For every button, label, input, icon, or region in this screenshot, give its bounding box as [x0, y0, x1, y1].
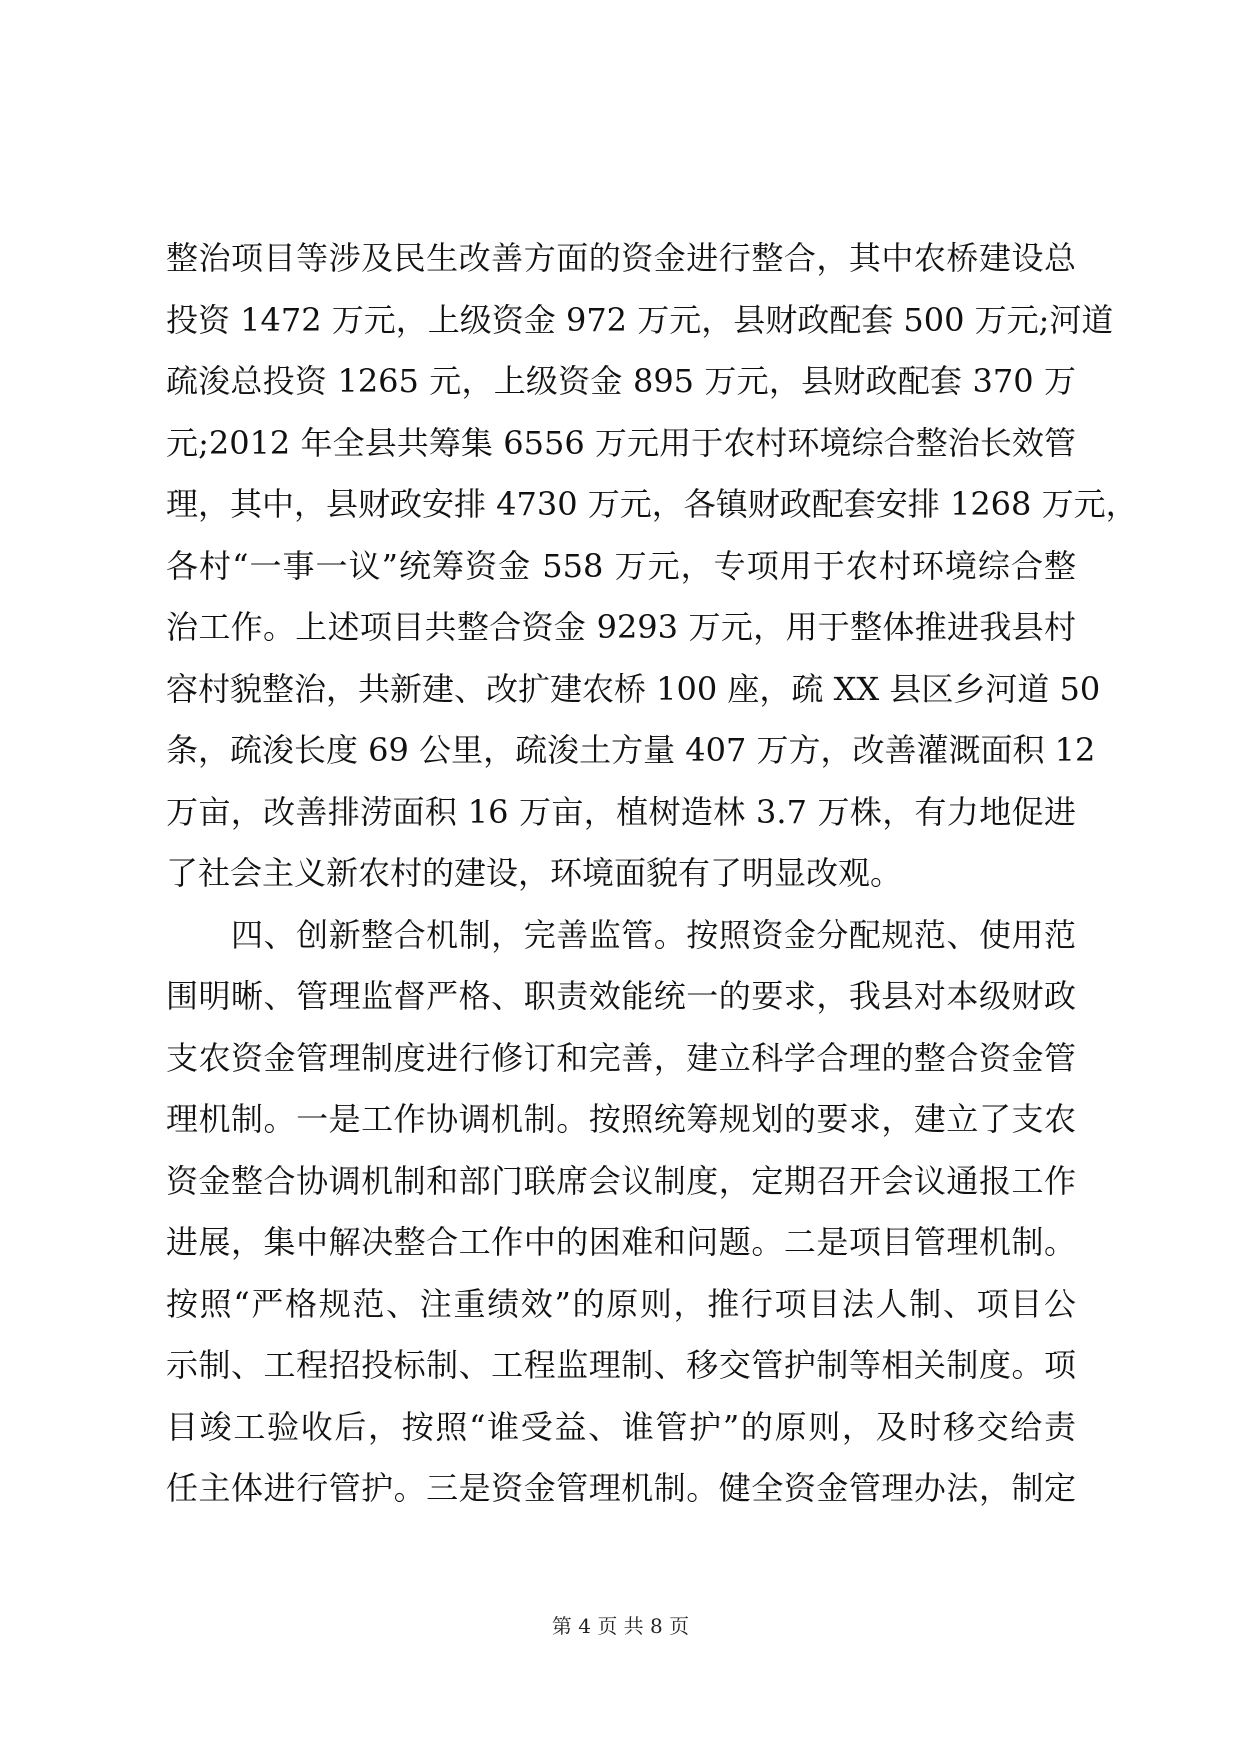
text-line: 四、创新整合机制，完善监管。按照资金分配规范、使用范	[166, 915, 1076, 954]
body-text	[166, 228, 1138, 1520]
text-line: 条，疏浚长度 69 公里，疏浚土方量 407 万方，改善灌溉面积 12	[166, 731, 1096, 769]
page-number-footer: 第 4 页 共 8 页	[551, 1614, 690, 1638]
text-line: 资金整合协调机制和部门联席会议制度，定期召开会议通报工作	[166, 1161, 1076, 1200]
text-line: 理机制。一是工作协调机制。按照统筹规划的要求，建立了支农	[166, 1100, 1076, 1138]
text-line: 围明晰、管理监督严格、职责效能统一的要求，我县对本级财政	[166, 977, 1076, 1015]
text-line: 投资 1472 万元，上级资金 972 万元，县财政配套 500 万元;河道	[166, 300, 1114, 339]
text-line: 示制、工程招投标制、工程监理制、移交管护制等相关制度。项	[166, 1346, 1076, 1384]
text-line: 进展，集中解决整合工作中的困难和问题。二是项目管理机制。	[166, 1223, 1076, 1261]
text-line: 疏浚总投资 1265 元，上级资金 895 万元，县财政配套 370 万	[166, 362, 1076, 400]
text-line: 容村貌整治，共新建、改扩建农桥 100 座，疏 XX 县区乡河道 50	[166, 669, 1101, 708]
text-line: 目竣工验收后，按照“谁受益、谁管护”的原则，及时移交给责	[166, 1407, 1076, 1446]
text-line: 理，其中，县财政安排 4730 万元，各镇财政配套安排 1268 万元，	[166, 485, 1138, 523]
text-line: 按照“严格规范、注重绩效”的原则，推行项目法人制、项目公	[166, 1284, 1076, 1323]
text-line: 整治项目等涉及民生改善方面的资金进行整合，其中农桥建设总	[166, 239, 1076, 277]
text-line: 支农资金管理制度进行修订和完善，建立科学合理的整合资金管	[166, 1038, 1076, 1077]
text-line: 各村“一事一议”统筹资金 558 万元，专项用于农村环境综合整	[166, 546, 1076, 585]
text-line: 元;2012 年全县共筹集 6556 万元用于农村环境综合整治长效管	[166, 423, 1076, 462]
text-line: 治工作。上述项目共整合资金 9293 万元，用于整体推进我县村	[166, 608, 1076, 646]
text-line: 任主体进行管护。三是资金管理机制。健全资金管理办法，制定	[166, 1469, 1076, 1507]
text-line: 了社会主义新农村的建设，环境面貌有了明显改观。	[166, 854, 903, 892]
text-line: 万亩，改善排涝面积 16 万亩，植树造林 3.7 万株，有力地促进	[166, 792, 1076, 831]
